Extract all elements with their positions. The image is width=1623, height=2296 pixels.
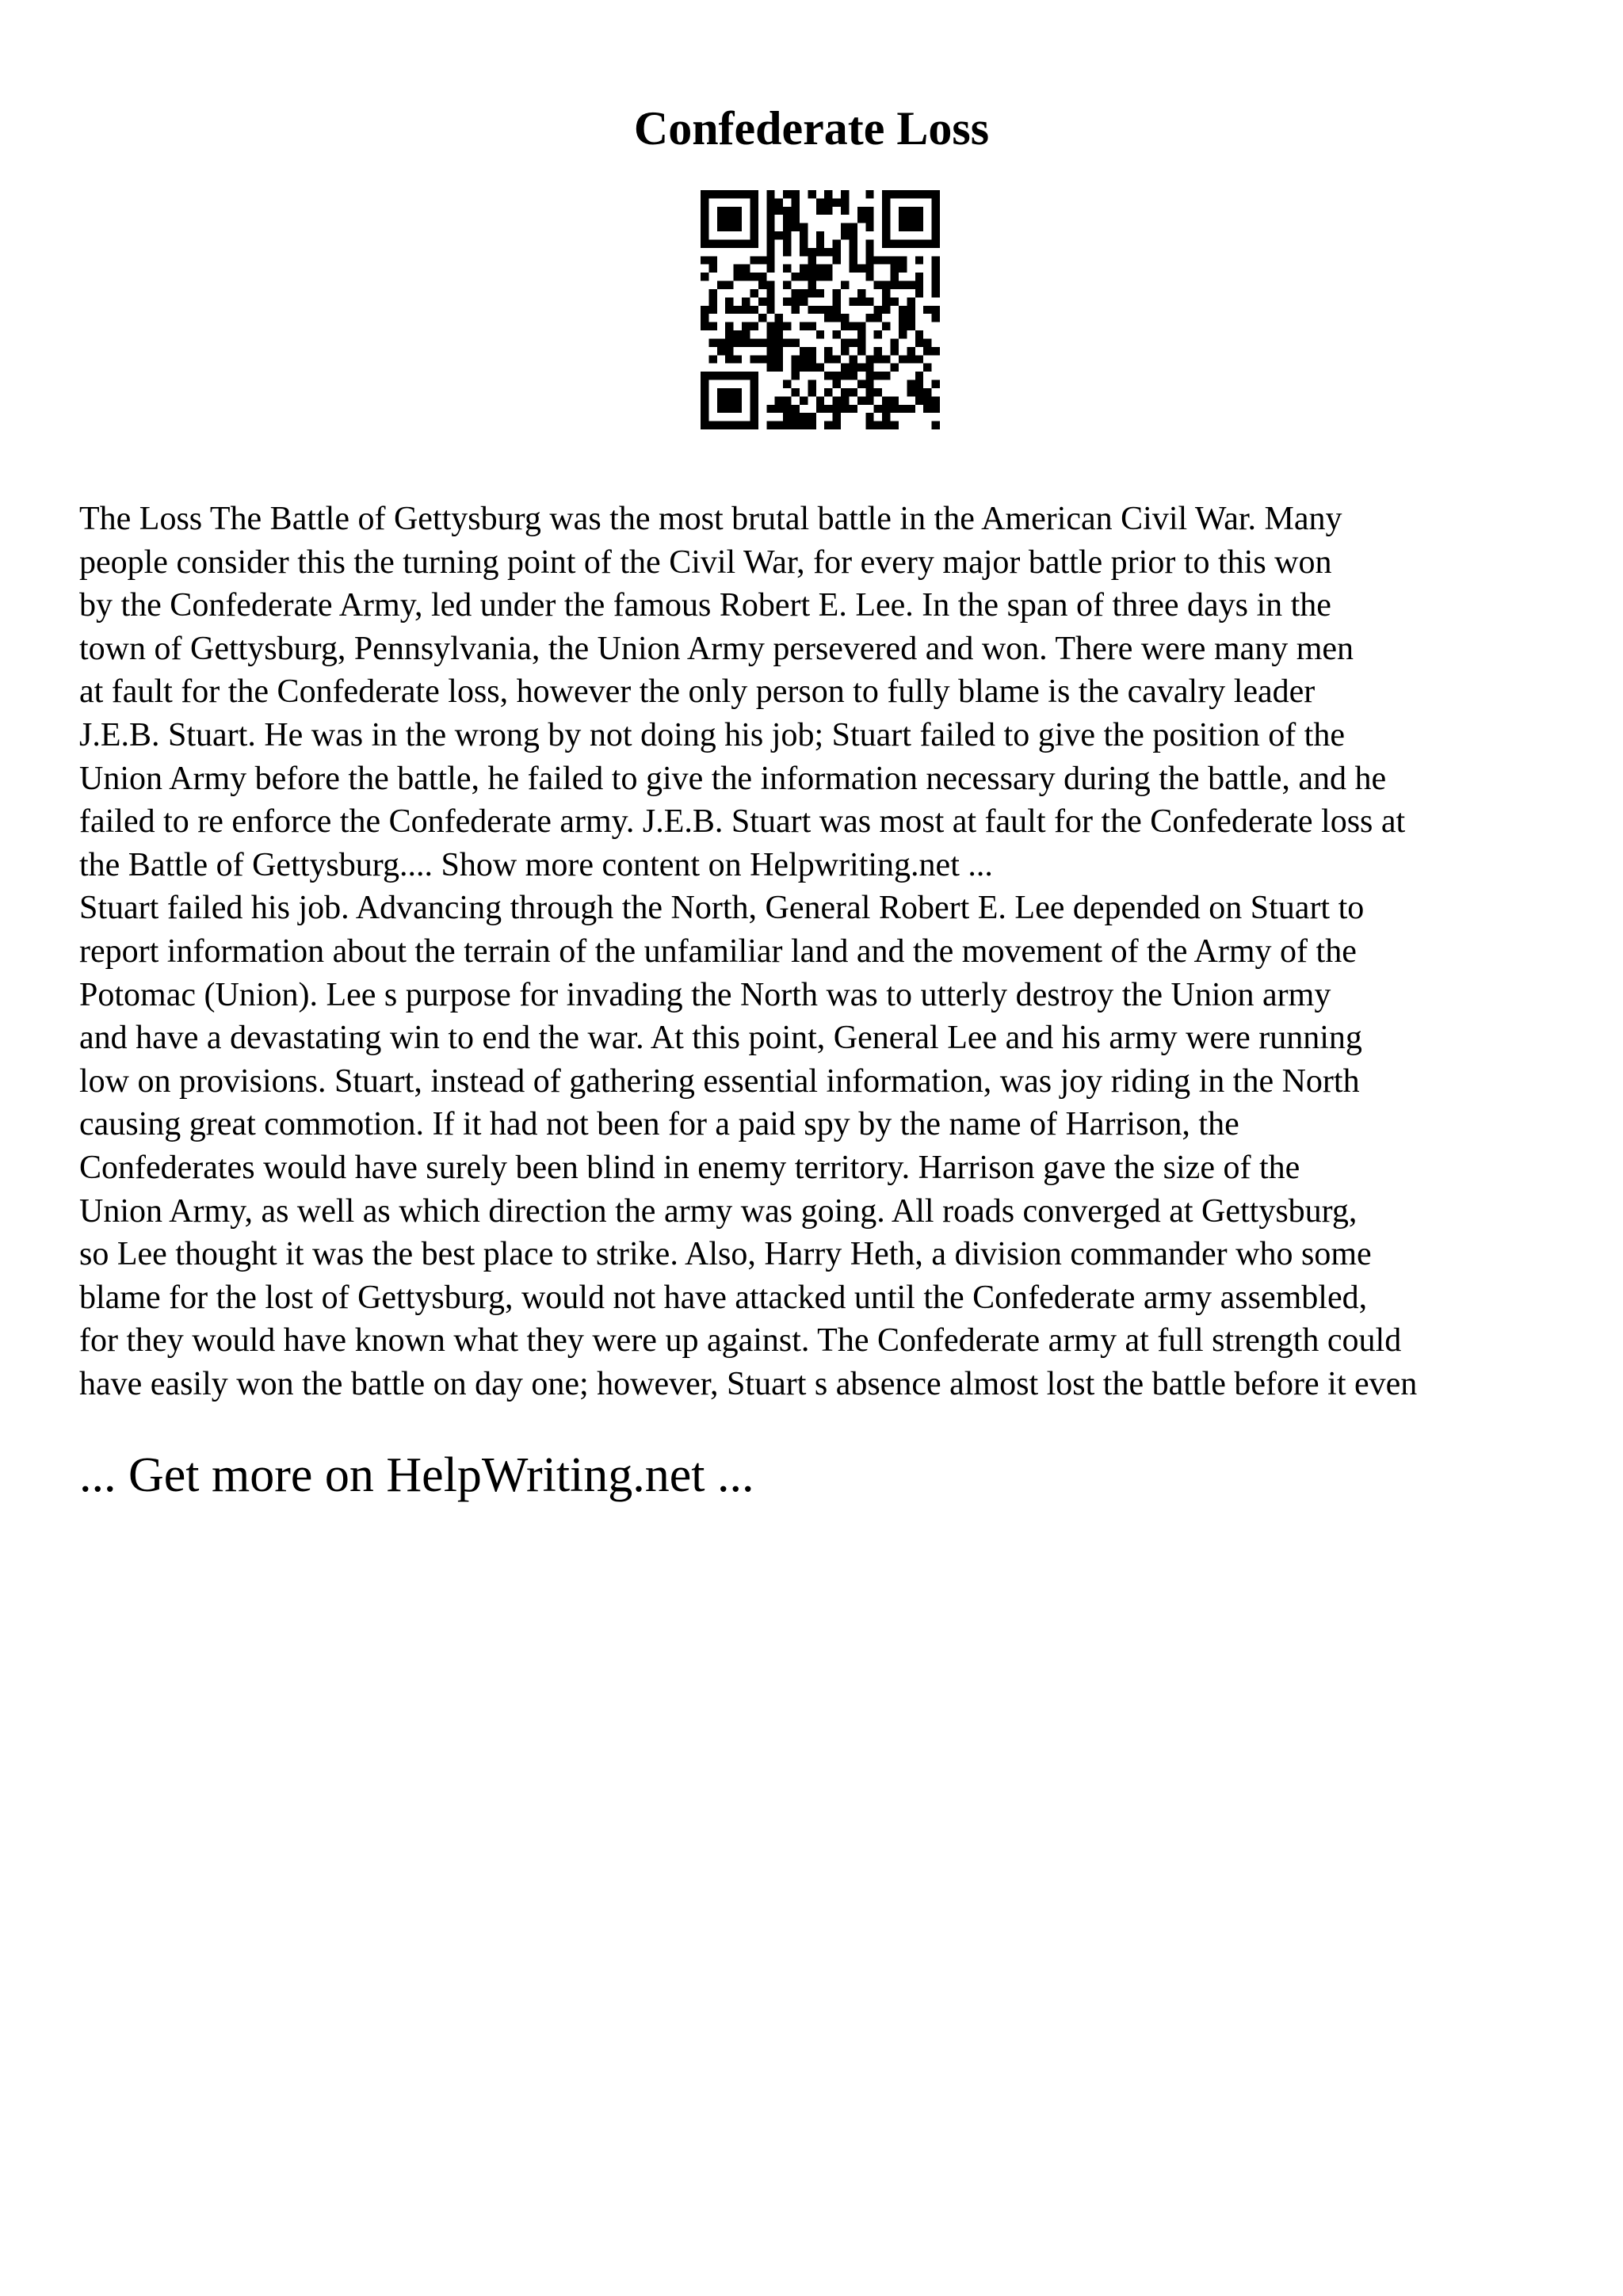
body-line: people consider this the turning point of the Civil War, for every major battle prior to this won — [79, 543, 1332, 581]
document-title: Confederate Loss — [633, 102, 990, 154]
body-line: low on provisions. Stuart, instead of gathering essential information, was joy riding in the North — [79, 1062, 1360, 1100]
body-line: the Battle of Gettysburg.... Show more content on Helpwriting.net ... — [79, 846, 993, 883]
get-more-link[interactable]: ... Get more on HelpWriting.net ... — [79, 1448, 754, 1502]
body-line: so Lee thought it was the best place to strike. Also, Harry Heth, a division commander who some — [79, 1236, 1372, 1273]
body-line: report information about the terrain of the unfamiliar land and the movement of the Army of the — [79, 933, 1357, 970]
body-line: town of Gettysburg, Pennsylvania, the Union Army persevered and won. There were many men — [79, 630, 1354, 667]
body-line: J.E.B. Stuart. He was in the wrong by not doing his job; Stuart failed to give the position of the — [79, 716, 1345, 753]
body-line: Potomac (Union). Lee s purpose for invading the North was to utterly destroy the Union army — [79, 976, 1331, 1013]
body-line: failed to re enforce the Confederate army. J.E.B. Stuart was most at fault for the Confederate loss at — [79, 803, 1406, 841]
body-line: Stuart failed his job. Advancing through the North, General Robert E. Lee depended on Stuart to — [79, 890, 1365, 927]
body-line: Union Army, as well as which direction the army was going. All roads converged at Gettysburg, — [79, 1192, 1358, 1230]
body-line: The Loss The Battle of Gettysburg was the most brutal battle in the American Civil War. Many — [79, 501, 1342, 537]
body-line: causing great commotion. If it had not been for a paid spy by the name of Harrison, the — [79, 1106, 1239, 1143]
qr-code-icon — [701, 190, 940, 429]
body-text — [79, 498, 1577, 1405]
body-line: Confederates would have surely been blind in enemy territory. Harrison gave the size of the — [79, 1149, 1300, 1186]
body-line: for they would have known what they were up against. The Confederate army at full strength could — [79, 1322, 1402, 1360]
body-line: by the Confederate Army, led under the famous Robert E. Lee. In the span of three days in the — [79, 587, 1331, 624]
body-line: Union Army before the battle, he failed to give the information necessary during the battle, and he — [79, 760, 1387, 797]
body-line: have easily won the battle on day one; however, Stuart s absence almost lost the battle before it even — [79, 1365, 1418, 1402]
body-line: and have a devastating win to end the war. At this point, General Lee and his army were running — [79, 1020, 1362, 1057]
body-line: at fault for the Confederate loss, however the only person to fully blame is the cavalry leader — [79, 673, 1316, 711]
body-line: blame for the lost of Gettysburg, would not have attacked until the Confederate army assembled, — [79, 1279, 1368, 1316]
